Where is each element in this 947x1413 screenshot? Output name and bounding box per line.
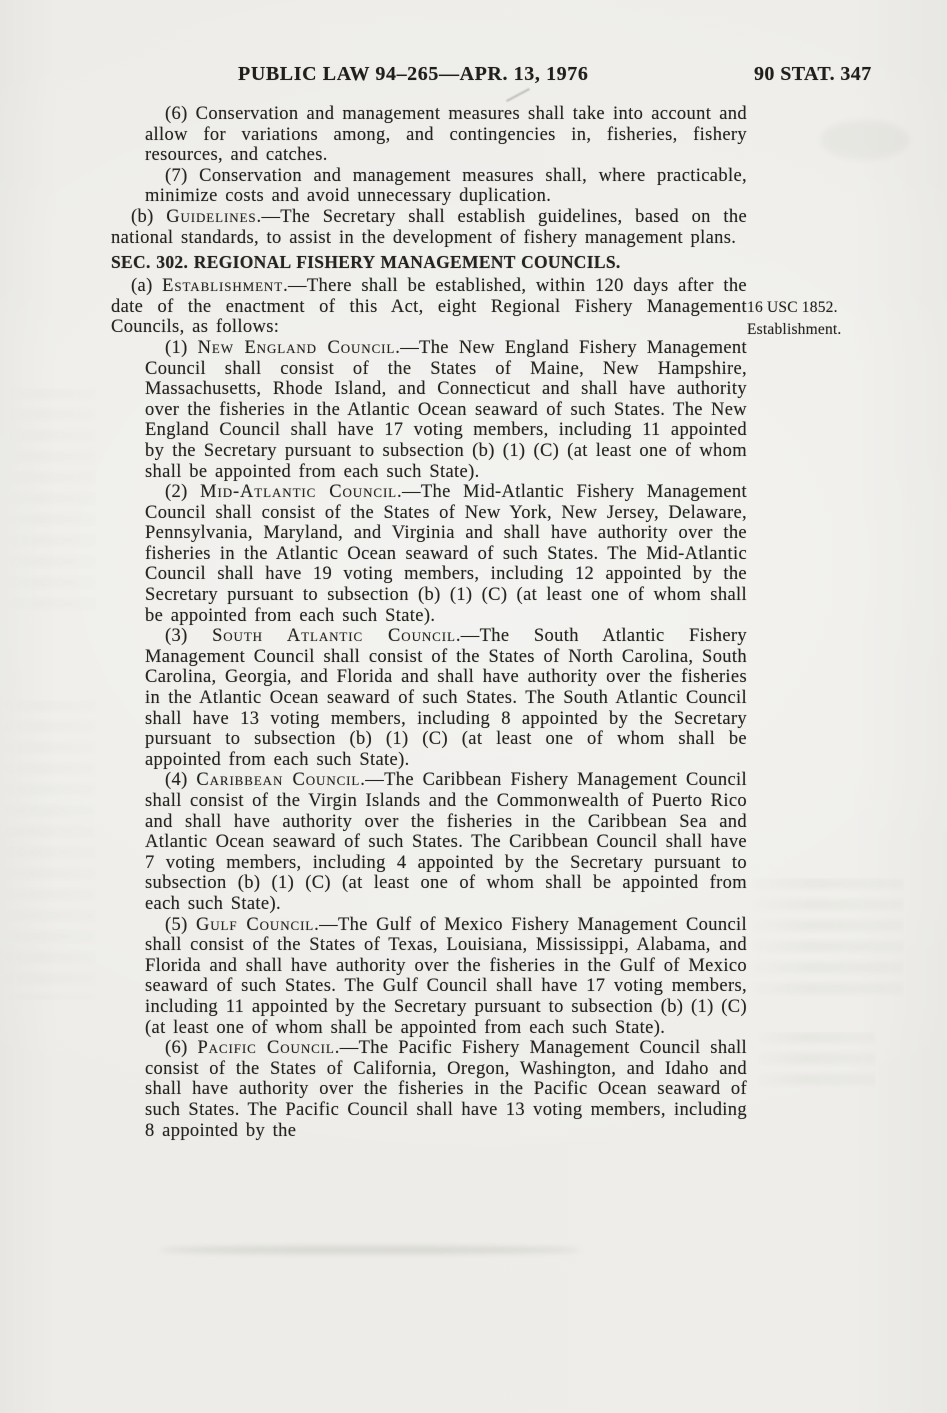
para-3-south-atlantic-council: (3) South Atlantic Council.—The South Atlantic Fishery Management Council shall consist of the States of North Carolina, South Carolina, Georgia, and Florida and shall have authority over the fisheries in the Atlantic Ocean seaward of such States. The South Atlantic Council shall have 13 voting members, including 8 appointed by the Secretary pursuant to subsection (b) (1) (C) (at least one of whom shall be appointed from each such State). [145, 626, 747, 770]
body-text-column [111, 104, 747, 1141]
page-header-stat-ref: 90 STAT. 347 [754, 63, 872, 85]
para-7-minimize-costs: (7) Conservation and management measures shall, where practicable, minimize costs and avoid unnecessary duplication. [145, 165, 747, 207]
bleed-through-artifact [758, 1032, 876, 1094]
bleed-through-artifact [8, 388, 96, 618]
sec-302-heading: SEC. 302. REGIONAL FISHERY MANAGEMENT COUNCILS. [111, 252, 621, 273]
page-header-law-title: PUBLIC LAW 94–265—APR. 13, 1976 [238, 63, 589, 85]
scan-smudge-artifact [820, 120, 910, 160]
scan-smudge-artifact [160, 1246, 580, 1254]
para-2-mid-atlantic-council: (2) Mid-Atlantic Council.—The Mid-Atlantic Fishery Management Council shall consist of the States of New York, New Jersey, Delaware, Pennsylvania, Maryland, and Virginia and shall have authority over the fisheries in the Atlantic Ocean seaward of such States. The Mid-Atlantic Council shall have 19 voting members, including 12 appointed by the Secretary pursuant to subsection (b) (1) (C) (at least one of whom shall be appointed from each such State). [145, 482, 747, 626]
para-b-guidelines: (b) Guidelines.—The Secretary shall establish guidelines, based on the national standards, to assist in the development of fishery management plans. [111, 206, 748, 248]
bleed-through-artifact [4, 700, 96, 1000]
para-6-conservation-measures: (6) Conservation and management measures shall take into account and allow for variations among, and contingencies in, fisheries, fishery resources, and catches. [145, 104, 747, 166]
scan-mark-artifact [506, 88, 530, 102]
margin-note-usc-cite: 16 USC 1852. [747, 299, 838, 316]
margin-note [747, 297, 907, 340]
para-4-caribbean-council: (4) Caribbean Council.—The Caribbean Fishery Management Council shall consist of the Virgin Islands and the Commonwealth of Puerto Rico and shall have authority over the fisheries in the Caribbean Sea and Atlantic Ocean seaward of such States. The Caribbean Council shall have 7 voting members, including 4 appointed by the Secretary pursuant to subsection (b) (1) (C) (at least one of whom shall be appointed from each such State). [145, 770, 747, 914]
para-1-new-england-council: (1) New England Council.—The New England Fishery Management Council shall consist of the States of Maine, New Hampshire, Massachusetts, Rhode Island, and Connecticut and shall have authority over the fisheries in the Atlantic Ocean seaward of such States. The New England Council shall have 17 voting members, including 11 appointed by the Secretary pursuant to subsection (b) (1) (C) (at least one of whom shall be appointed from each such State). [145, 337, 747, 482]
para-a-establishment: (a) Establishment.—There shall be established, within 120 days after the date of the enactment of this Act, eight Regional Fishery Management Councils, as follows: [111, 276, 747, 338]
margin-note-subject: Establishment. [747, 320, 842, 338]
para-6-pacific-council: (6) Pacific Council.—The Pacific Fishery Management Council shall consist of the States of California, Oregon, Washington, and Idaho and shall have authority over the fisheries in the Pacific Ocean seaward of such States. The Pacific Council shall have 13 voting members, including 8 appointed by the [145, 1038, 747, 1141]
bleed-through-artifact [752, 878, 904, 1004]
para-5-gulf-council: (5) Gulf Council.—The Gulf of Mexico Fishery Management Council shall consist of the States of Texas, Louisiana, Mississippi, Alabama, and Florida and shall have authority over the fisheries in the Gulf of Mexico seaward of such States. The Gulf Council shall have 17 voting members, including 11 appointed by the Secretary pursuant to subsection (b) (1) (C) (at least one of whom shall be appointed from each such State). [145, 914, 747, 1038]
